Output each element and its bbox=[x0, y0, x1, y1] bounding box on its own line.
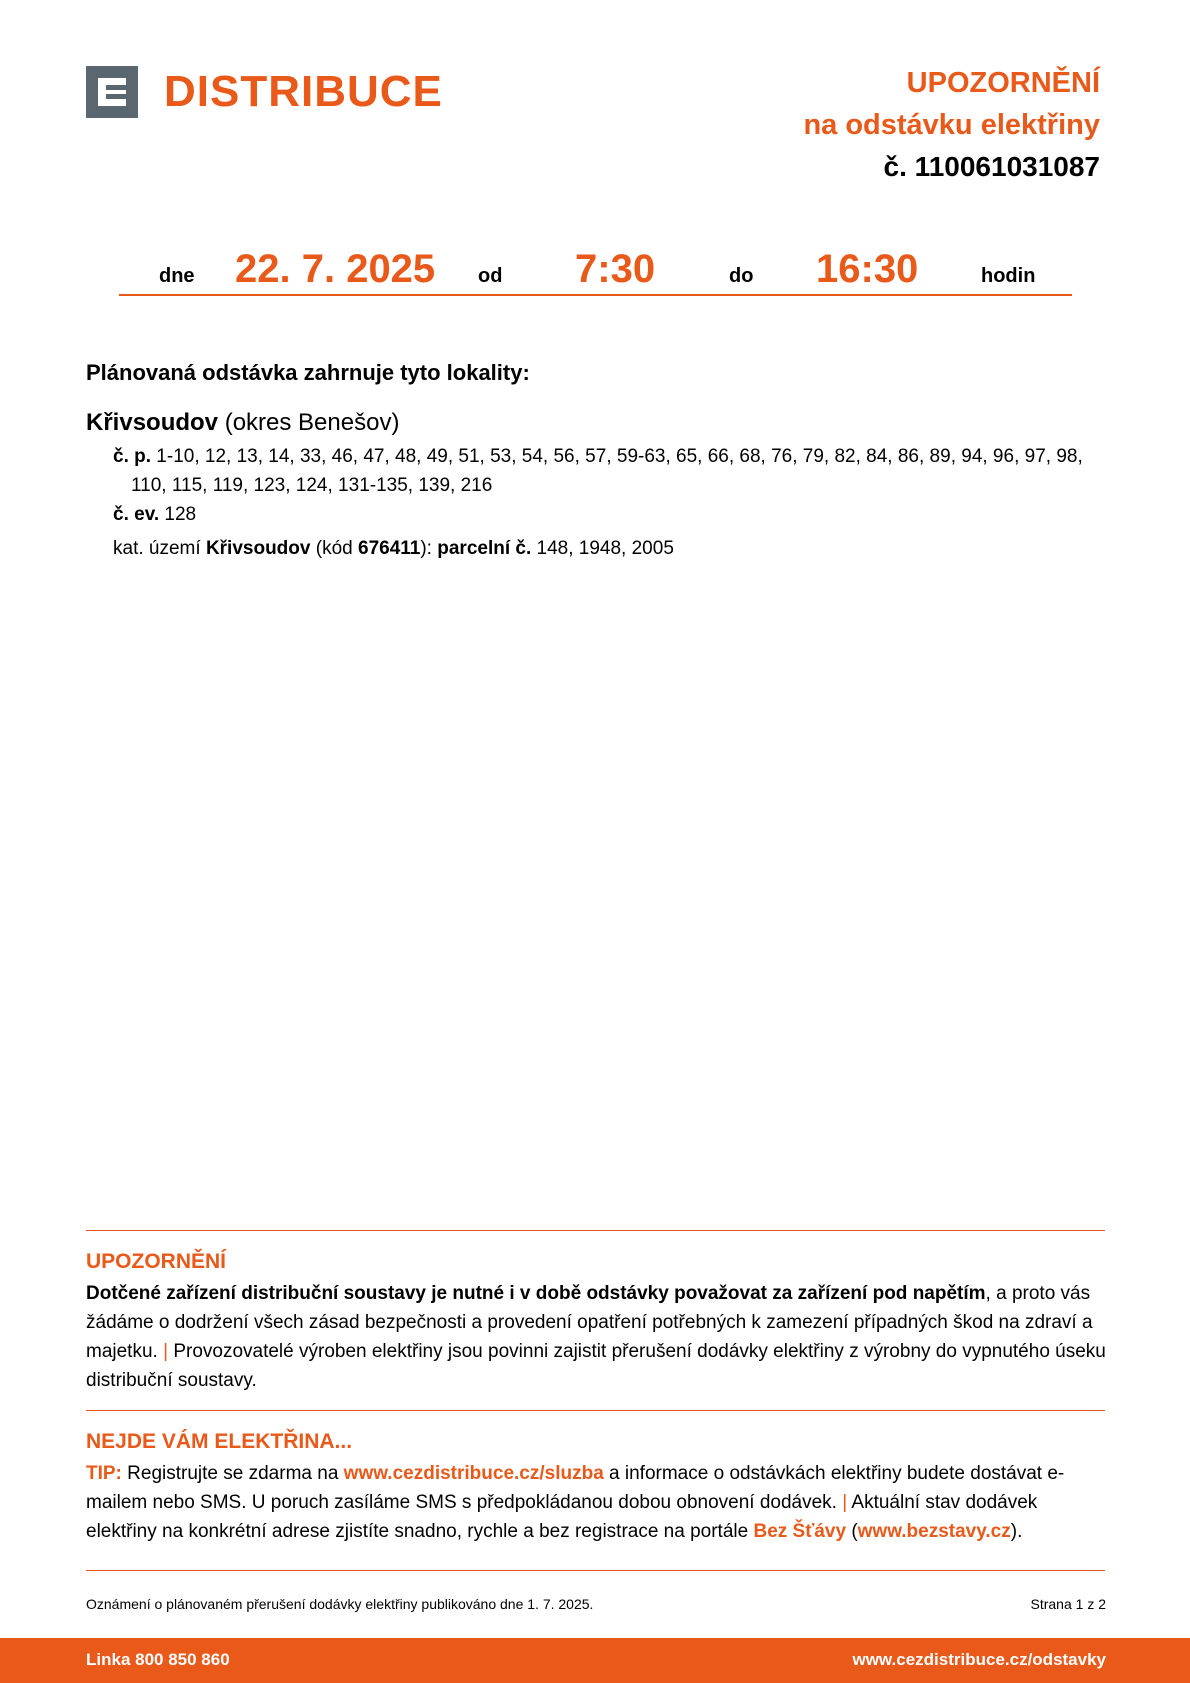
warning-separator: | bbox=[163, 1341, 169, 1362]
tip-title: NEJDE VÁM ELEKTŘINA... bbox=[86, 1430, 353, 1453]
tip-text-1: Registrujte se zdarma na bbox=[127, 1463, 339, 1484]
company-logo bbox=[86, 66, 443, 118]
tip-separator: | bbox=[842, 1492, 848, 1513]
registry-numbers-label: č. ev. bbox=[113, 504, 160, 525]
outage-start-time: 7:30 bbox=[575, 247, 656, 291]
tip-box bbox=[86, 1428, 1106, 1546]
registry-numbers-row bbox=[113, 500, 1103, 529]
parcel-numbers: 148, 1948, 2005 bbox=[536, 538, 674, 559]
warning-text bbox=[86, 1279, 1106, 1395]
divider bbox=[86, 1410, 1105, 1411]
locality-name bbox=[86, 409, 399, 437]
headline-subtitle: na odstávku elektřiny bbox=[803, 109, 1100, 141]
tip-text bbox=[86, 1459, 1106, 1546]
notice-headline bbox=[803, 62, 1100, 188]
tip-label: TIP: bbox=[86, 1463, 122, 1484]
logo-mark-icon bbox=[86, 66, 138, 118]
cadastral-code: 676411 bbox=[358, 538, 421, 559]
house-numbers-row bbox=[113, 442, 1103, 500]
outage-dateline bbox=[119, 240, 1072, 296]
cadastral-name: Křivsoudov bbox=[205, 538, 311, 559]
house-numbers-label: č. p. bbox=[113, 446, 152, 467]
service-link[interactable]: www.cezdistribuce.cz/sluzba bbox=[343, 1463, 604, 1484]
parcel-label: parcelní č. bbox=[437, 538, 532, 559]
open-paren: ( bbox=[851, 1521, 858, 1542]
hours-label: hodin bbox=[981, 265, 1036, 287]
house-numbers: 1-10, 12, 13, 14, 33, 46, 47, 48, 49, 51, 53, 54, 56, 57, 59-63, 65, 66, 68, 76, 79, 82, 84, 86, 89, 94, 96, 97, 98, 110, 115, 119, 123, 124, 131-135, 139, 216 bbox=[131, 446, 1083, 496]
district-name: (okres Benešov) bbox=[224, 409, 400, 436]
cadastral-row bbox=[113, 534, 1103, 563]
divider bbox=[86, 1570, 1105, 1571]
tip-text-3: Aktuální stav dodávek elektřiny na konkrétní adrese zjistíte snadno, rychle a bez registrace na portále bbox=[86, 1492, 1038, 1542]
outages-link[interactable]: www.cezdistribuce.cz/odstavky bbox=[852, 1650, 1106, 1669]
warning-text-1: , a proto vás žádáme o dodržení všech zásad bezpečnosti a provedení opatření potřebných k zamezení případných škod na zdraví a majetku. bbox=[86, 1283, 1093, 1362]
hotline: Linka 800 850 860 bbox=[86, 1650, 230, 1669]
outage-end-time: 16:30 bbox=[816, 247, 919, 291]
publication-note: Oznámení o plánovaném přerušení dodávky elektřiny publikováno dne 1. 7. 2025. bbox=[86, 1596, 594, 1612]
page-number: Strana 1 z 2 bbox=[1030, 1596, 1106, 1612]
warning-text-2: Provozovatelé výroben elektřiny jsou povinni zajistit přerušení dodávky elektřiny z výrobny do vypnutého úseku distribuční soustavy. bbox=[86, 1341, 1106, 1391]
cadastral-code-prefix: (kód bbox=[315, 538, 353, 559]
headline-title: UPOZORNĚNÍ bbox=[906, 67, 1100, 99]
bezstavy-link[interactable]: www.bezstavy.cz bbox=[857, 1521, 1011, 1542]
warning-box bbox=[86, 1248, 1106, 1395]
close-paren: ). bbox=[1010, 1521, 1023, 1542]
cadastral-code-suffix: ): bbox=[420, 538, 432, 559]
notice-number: č. 110061031087 bbox=[883, 151, 1100, 182]
divider bbox=[86, 1230, 1105, 1231]
warning-bold-text: Dotčené zařízení distribuční soustavy je nutné i v době odstávky považovat za zařízení pod napětím bbox=[86, 1283, 986, 1304]
cadastral-prefix: kat. území bbox=[113, 538, 201, 559]
outage-date: 22. 7. 2025 bbox=[235, 247, 436, 291]
tip-text-2: a informace o odstávkách elektřiny budete dostávat e-mailem nebo SMS. U poruch zasíláme SMS s předpokládanou dobou obnovení dodávek. bbox=[86, 1463, 1065, 1513]
from-label: od bbox=[478, 265, 503, 287]
registry-numbers: 128 bbox=[164, 504, 197, 525]
to-label: do bbox=[729, 265, 754, 287]
logo-text: DISTRIBUCE bbox=[164, 67, 443, 116]
date-label: dne bbox=[159, 265, 195, 287]
municipality-name: Křivsoudov bbox=[86, 409, 219, 436]
localities-heading: Plánovaná odstávka zahrnuje tyto lokality: bbox=[86, 360, 530, 385]
bezstavy-brand: Bez Šťávy bbox=[753, 1521, 847, 1542]
warning-title: UPOZORNĚNÍ bbox=[86, 1250, 227, 1273]
locality-details bbox=[113, 442, 1103, 563]
footer-bar bbox=[0, 1638, 1190, 1683]
